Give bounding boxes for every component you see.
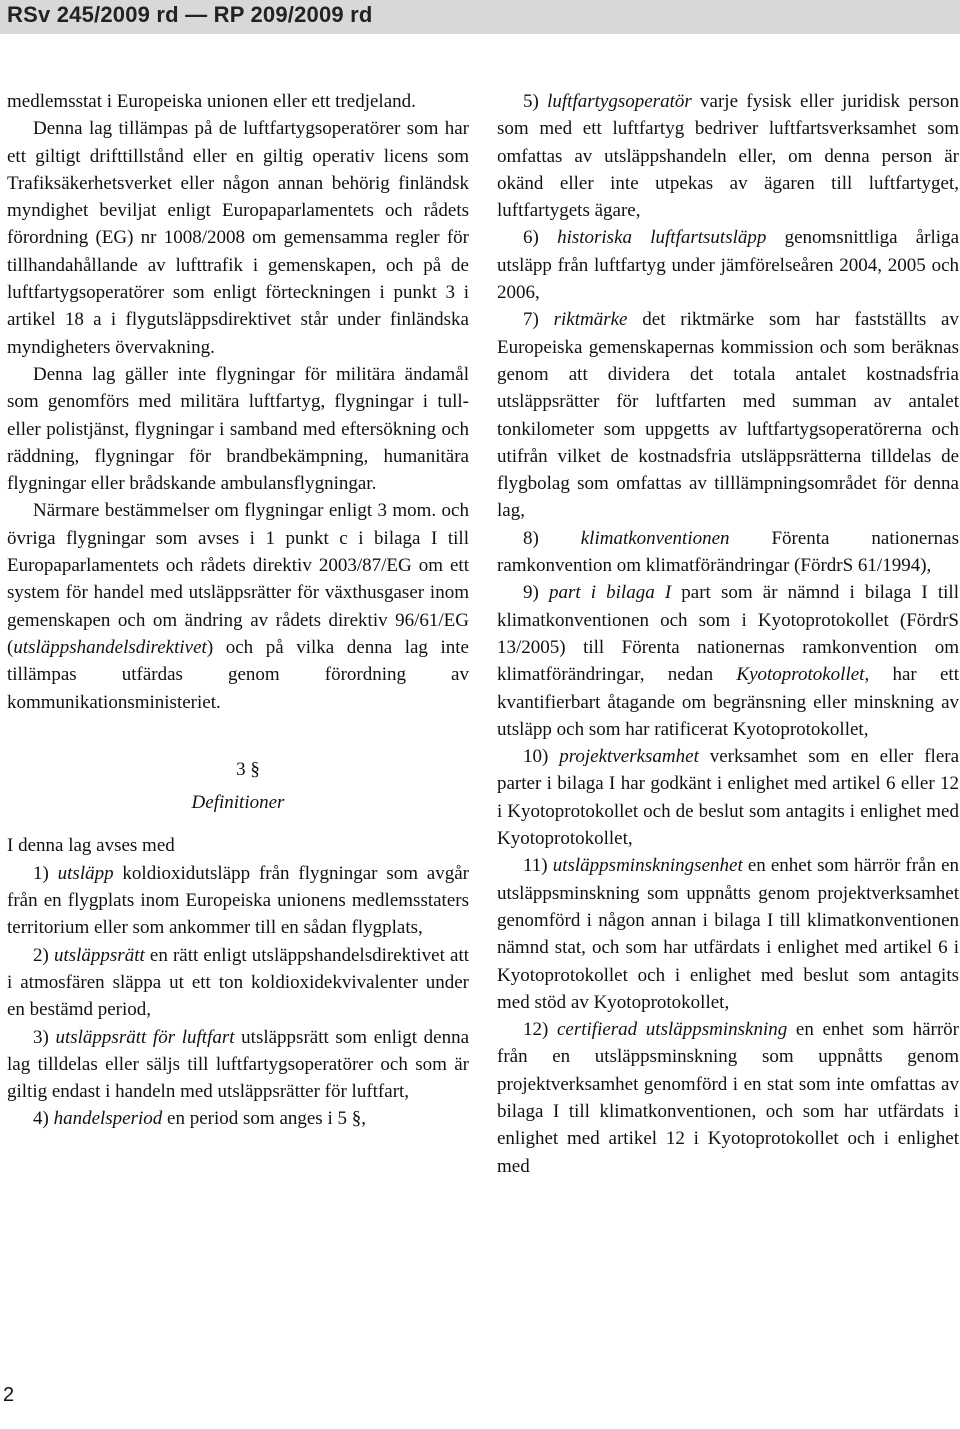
header-title: RSv 245/2009 rd — RP 209/2009 rd: [7, 2, 373, 27]
paragraph-scope: Denna lag tillämpas på de luftfartygsoperatörer som har ett giltigt drifttillstånd eller en giltig operativ licens som Trafiksäkerhetsverket eller någon annan behörig finländsk myndighet beviljat enligt Europaparlamentets och rådets förordning (EG) nr 1008/2008 om gemensamma regler för tillhandahållande av lufttrafik i gemenskapen, och på de luftfartygsoperatörer som enligt förteckningen i punkt 3 i artikel 18 a i flygutsläppsdirektivet står under finländska myndigheters övervakning.: [7, 118, 469, 358]
definition-item: 10) projektverksamhet verksamhet som en eller flera parter i bilaga I har godkänt i enlighet med artikel 6 eller 12 i Kyotoprotokollet och de beslut som antagits i enlighet med Kyotoprotokollet,: [497, 746, 960, 850]
definition-item: 9) part i bilaga I part som är nämnd i bilaga I till klimatkonventionen och som i Kyotoprotokollet (FördrS 13/2005) till Förenta nationernas ramkonvention om klimatförändringar, nedan Kyotoprotokollet, har ett kvantifierbart åtagande om begränsning eller minskning av utsläpp och som har ratificerat Kyotoprotokollet,: [497, 582, 959, 740]
definition-item: 2) utsläppsrätt en rätt enligt utsläppshandelsdirektivet att i atmosfären släppa ut ett ton koldioxidekvivalenter under en bestämd period,: [7, 944, 470, 1021]
definition-item: 6) historiska luftfartsutsläpp genomsnittliga årliga utsläpp från luftfartyg under jämförelseåren 2004, 2005 och 2006,: [497, 227, 960, 304]
definitions-intro: I denna lag avses med: [7, 835, 175, 857]
section-number: 3 §: [236, 758, 260, 780]
definition-item: 5) luftfartygsoperatör varje fysisk eller juridisk person som med ett luftfartyg bedriver luftfartsverksamhet som omfattas av utsläppshandeln eller, om denna person är okänd eller inte utpekas av ägaren till luftfartyget, luftfartygets ägare,: [497, 91, 959, 222]
definition-item: 8) klimatkonventionen Förenta nationernas ramkonvention om klimatförändringar (FördrS 61/1994),: [497, 527, 959, 577]
definition-item: 7) riktmärke det riktmärke som har fastställts av Europeiska gemenskapernas kommission och som beräknas genom att dividera det totala antalet kostnadsfria utsläppsrätter för luftfarten med summan av antalet tonkilometer som uppgetts av luftfartygsoperatörerna och utifrån vilket de kostnadsfria utsläppsrätterna tilldelas de flygbolag som omfattas av tilllämpningsområdet för denna lag,: [497, 309, 959, 522]
running-header: [0, 0, 960, 34]
definition-item: 3) utsläppsrätt för luftfart utsläppsrätt som enligt denna lag tilldelas eller säljs till luftfartygsoperatörer och som är giltig endast i handeln med utsläppsrätter för luftfart,: [7, 1026, 470, 1103]
paragraph-continued: medlemsstat i Europeiska unionen eller ett tredjeland.: [7, 91, 416, 112]
right-column: [497, 88, 959, 1180]
paragraph-further-provisions: Närmare bestämmelser om flygningar enligt 3 mom. och övriga flygningar som avses i 1 punkt c i bilaga I till Europaparlamentets och rådets direktiv 2003/87/EG om ett system för handel med utsläppsrätter för växthusgaser inom gemenskapen och om ändring av rådets direktiv 96/61/EG (utsläppshandelsdirektivet) och på vilka denna lag inte tillämpas utfärdas genom förordning av kommunikationsministeriet.: [7, 500, 469, 713]
definition-item: 1) utsläpp koldioxidutsläpp från flygningar som avgår från en flygplats inom Europeiska unionens medlemsstaters territorium eller som ankommer till en sådan flygplats,: [7, 862, 470, 939]
definition-item: 12) certifierad utsläppsminskning en enhet som härrör från en utsläppsminskning som uppnåtts genom projektverksamhet genomförd i en stat som inte omfattas av bilaga I till klimatkonventionen, och som har utfärdats i enlighet med artikel 12 i Kyotoprotokollet och i enlighet med: [497, 1019, 959, 1177]
definition-item: 11) utsläppsminskningsenhet en enhet som härrör från en utsläppsminskning som uppnåtts genom projektverksamhet genomförd i någon annan i bilaga I till klimatkonventionen nämnd stat, och som har utfärdats i enlighet med artikel 6 i Kyotoprotokollet och i enlighet med beslut som antagits med stöd av Kyotoprotokollet,: [497, 855, 960, 1013]
paragraph-exclusions: Denna lag gäller inte flygningar för militära ändamål som genomförs med militära luftfartyg, flygningar i tull- eller polistjänst, flygningar i samband med eftersökning och räddning, flygningar för brandbekämpning, humanitära flygningar eller brådskande ambulansflygningar.: [7, 363, 469, 495]
definition-item: 4) handelsperiod en period som anges i 5 §,: [33, 1108, 366, 1130]
left-column: [7, 88, 469, 1133]
page-number: 2: [3, 1384, 15, 1406]
section-title: Definitioner: [191, 792, 285, 814]
